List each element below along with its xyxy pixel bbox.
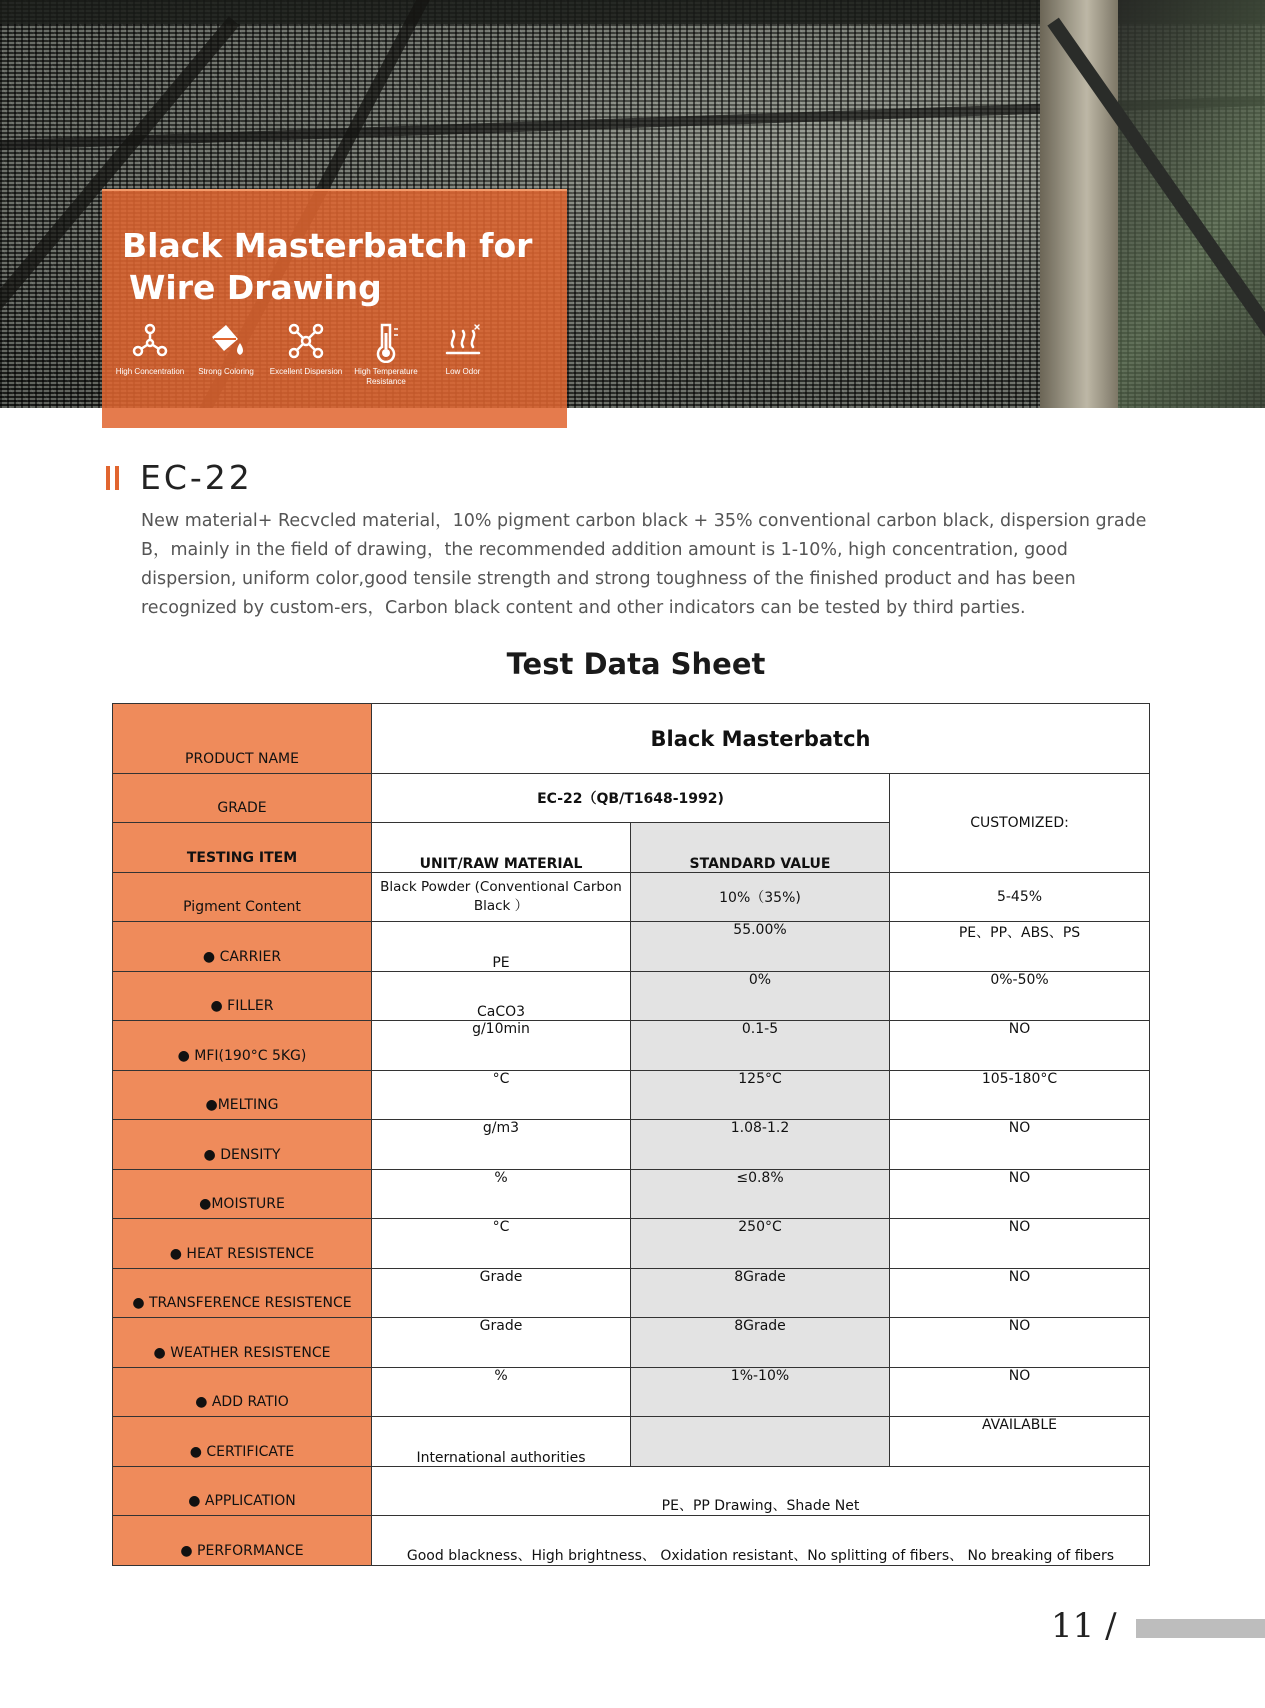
network-nodes-icon [284,319,328,363]
table-row [113,1120,1150,1170]
feature-label: High Concentration [115,367,185,376]
row-standard: 8Grade [631,1318,890,1368]
page-number: 11 / [1051,1606,1117,1646]
paint-bucket-icon [204,319,248,363]
row-standard: 0.1-5 [631,1021,890,1071]
row-item: ● ADD RATIO [113,1368,372,1417]
standard-header: STANDARD VALUE [631,823,890,873]
row-item: ● CERTIFICATE [113,1417,372,1467]
row-standard: 125°C [631,1071,890,1120]
banner-title: Black Masterbatch for Wire Drawing [122,226,533,307]
section-accent-bars [106,466,122,490]
row-item: ● DENSITY [113,1120,372,1170]
row-custom: 0%-50% [890,972,1150,1021]
row-item: ●MOISTURE [113,1170,372,1219]
row-unit: CaCO3 [372,972,631,1021]
row-unit: International authorities [372,1417,631,1467]
row-unit: g/m3 [372,1120,631,1170]
row-standard [631,1417,890,1467]
row-unit: % [372,1170,631,1219]
feature-label: High Temperature Resistance [354,367,418,386]
table-row [113,1269,1150,1318]
product-code: EC-22 [140,458,253,497]
feature-label: Strong Coloring [198,367,254,376]
customized-label: CUSTOMIZED: [890,774,1150,873]
row-unit: Black Powder (Conventional Carbon Black ） [372,873,631,922]
performance-label: ● PERFORMANCE [113,1516,372,1566]
feature-label: Excellent Dispersion [269,367,343,376]
row-unit: °C [372,1071,631,1120]
row-unit: PE [372,922,631,972]
row-custom: 5-45% [890,873,1150,922]
row-custom: NO [890,1120,1150,1170]
row-unit: Grade [372,1269,631,1318]
performance-value: Good blackness、High brightness、 Oxidation resistant、No splitting of fibers、 No breaking of fibers [372,1516,1150,1566]
table-row [113,1071,1150,1120]
product-name-label: PRODUCT NAME [113,704,372,774]
product-banner [102,189,567,428]
row-custom: NO [890,1219,1150,1269]
table-row [113,1318,1150,1368]
table-row [113,704,1150,774]
row-item: ● TRANSFERENCE RESISTENCE [113,1269,372,1318]
table-row [113,1467,1150,1516]
table-row [113,1368,1150,1417]
row-standard: 55.00% [631,922,890,972]
molecule-icon [128,319,172,363]
table-row [113,1219,1150,1269]
table-row [113,1170,1150,1219]
row-unit: Grade [372,1318,631,1368]
row-standard: 1%-10% [631,1368,890,1417]
table-row [113,1417,1150,1467]
row-custom: NO [890,1368,1150,1417]
row-item: ● HEAT RESISTENCE [113,1219,372,1269]
feature-label: Low Odor [445,367,481,376]
unit-header: UNIT/RAW MATERIAL [372,823,631,873]
row-custom: AVAILABLE [890,1417,1150,1467]
row-unit: g/10min [372,1021,631,1071]
low-odor-icon [441,319,485,363]
row-standard: 8Grade [631,1269,890,1318]
row-standard: ≤0.8% [631,1170,890,1219]
feature-low-odor [423,319,503,377]
row-item: ● WEATHER RESISTENCE [113,1318,372,1368]
product-name-value: Black Masterbatch [372,704,1150,774]
product-description: New material+ Recvcled material，10% pigment carbon black + 35% conventional carbon black, dispersion grade B，mainly in the field of drawing，the recommended addition amount is 1-10%, high concentration, good dispersion, uniform color,good tensile strength and strong toughness of the finished product and has been recognized by custom-ers，Carbon black content and other indicators can be tested by third parties. [141,511,1147,618]
row-custom: NO [890,1318,1150,1368]
row-item: ● FILLER [113,972,372,1021]
row-standard: 1.08-1.2 [631,1120,890,1170]
application-value: PE、PP Drawing、Shade Net [372,1467,1150,1516]
thermometer-icon [364,319,408,363]
row-standard: 0% [631,972,890,1021]
row-item: ● CARRIER [113,922,372,972]
feature-high-temperature-resistance [346,319,426,387]
row-item: Pigment Content [113,873,372,922]
row-standard: 10%（35%) [631,873,890,922]
row-unit: °C [372,1219,631,1269]
row-custom: NO [890,1269,1150,1318]
grade-label: GRADE [113,774,372,823]
row-item: ● MFI(190°C 5KG) [113,1021,372,1071]
row-unit: % [372,1368,631,1417]
table-row [113,873,1150,922]
feature-excellent-dispersion [266,319,346,377]
grade-value: EC-22（QB/T1648-1992) [372,774,890,823]
table-row [113,774,1150,823]
row-custom: 105-180°C [890,1071,1150,1120]
page-bar-decoration [1136,1619,1265,1638]
hero-window-frame [1118,0,1265,408]
testing-item-label: TESTING ITEM [113,823,372,873]
row-custom: PE、PP、ABS、PS [890,922,1150,972]
application-label: ● APPLICATION [113,1467,372,1516]
feature-strong-coloring [186,319,266,377]
row-item: ●MELTING [113,1071,372,1120]
row-custom: NO [890,1021,1150,1071]
feature-high-concentration [110,319,190,377]
table-row [113,922,1150,972]
test-data-table [112,703,1150,1566]
row-standard: 250°C [631,1219,890,1269]
table-row [113,1516,1150,1566]
row-custom: NO [890,1170,1150,1219]
table-row [113,1021,1150,1071]
table-row [113,972,1150,1021]
sheet-title: Test Data Sheet [506,647,766,681]
